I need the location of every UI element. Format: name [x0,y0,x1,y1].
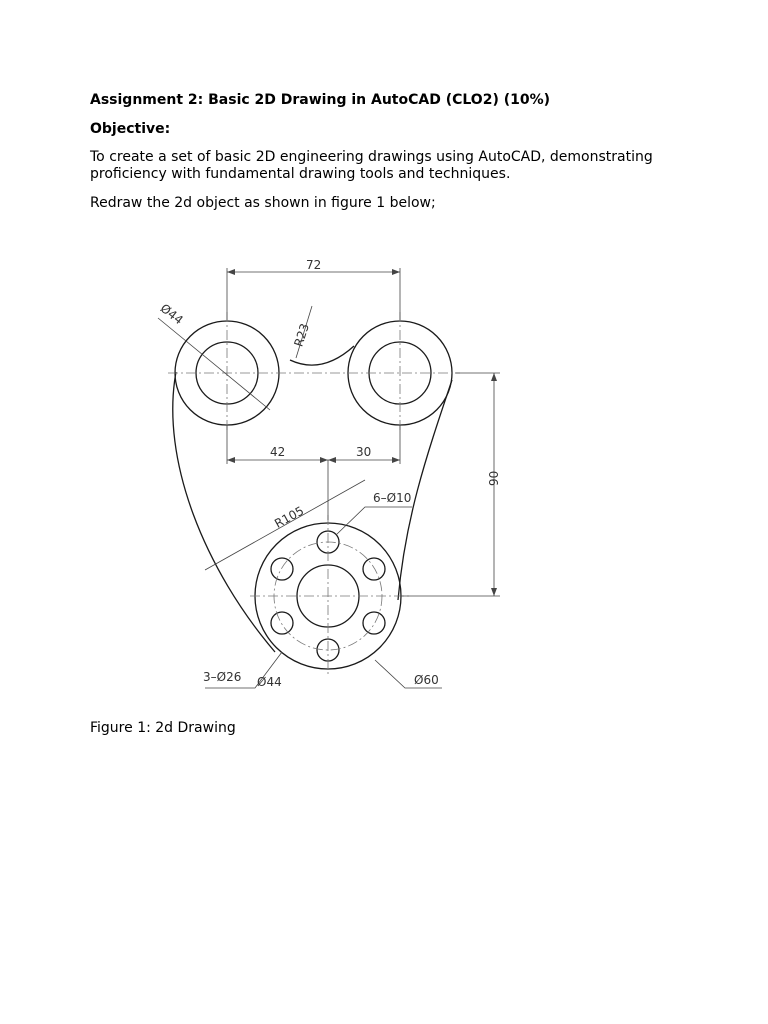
engineering-drawing [150,250,510,700]
dim-30: 30 [356,445,372,459]
dim-r23: R23 [291,321,313,349]
figure-caption: Figure 1: 2d Drawing [90,720,236,736]
dim-3-holes: 3–Ø26 [203,670,242,684]
hole-ul [271,558,293,580]
dim-42: 42 [270,445,286,459]
drawing-svg [150,250,510,700]
dim-r105: R105 [272,503,307,531]
objective-text: To create a set of basic 2D engineering drawings using AutoCAD, demonstrating proficiency with fundamental drawing tools and techniques. [90,149,653,182]
hole-ll [271,612,293,634]
dim-90: 90 [487,470,501,486]
assignment-title: Assignment 2: Basic 2D Drawing in AutoCAD (CLO2) (10%) [90,92,551,108]
instruction-text: Redraw the 2d object as shown in figure 1 below; [90,195,436,211]
dim-72: 72 [306,258,322,272]
dim-6-holes: 6–Ø10 [373,491,412,505]
dim-6holes-leader [336,507,412,535]
dim-hub-diameter: Ø44 [257,675,282,689]
objective-heading: Objective: [90,121,171,137]
hole-lr [363,612,385,634]
dim-dia44-line [158,318,270,410]
dim-left-diameter: Ø44 [157,301,186,328]
hole-ur [363,558,385,580]
dim-bolt-circle: Ø60 [414,673,439,687]
